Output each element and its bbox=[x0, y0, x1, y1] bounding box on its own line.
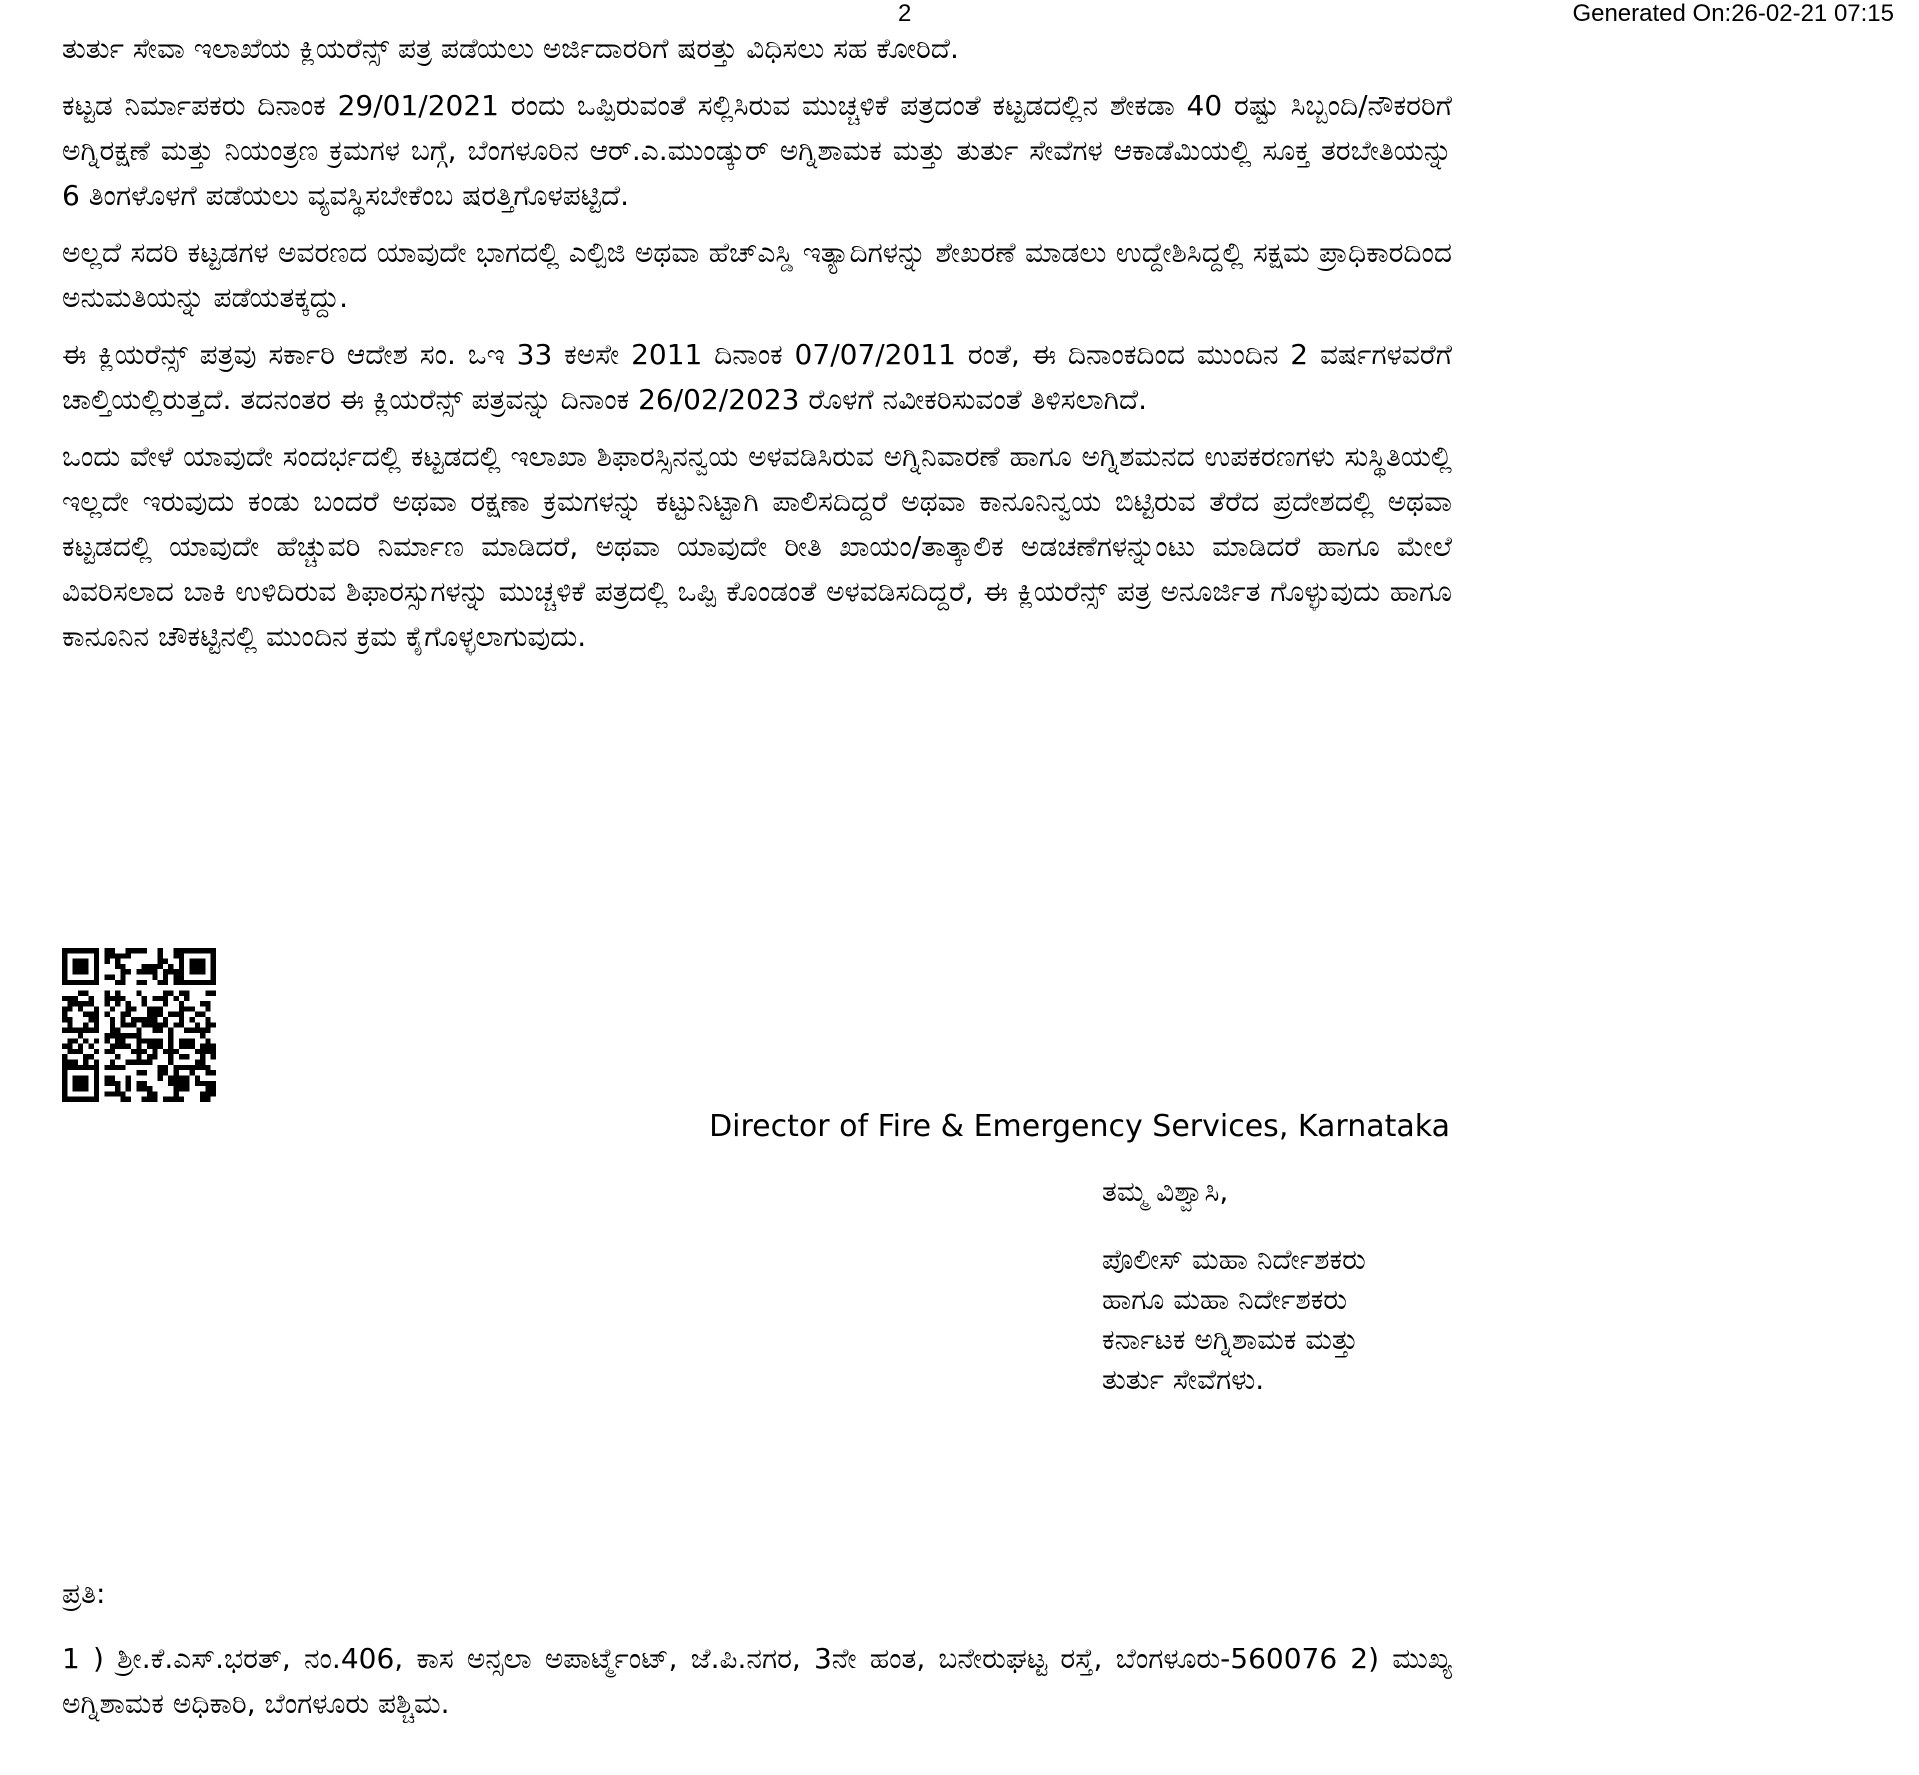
signatory-line-4: ತುರ್ತು ಸೇವೆಗಳು. bbox=[1102, 1363, 1265, 1396]
copy-label: ಪ್ರತಿ: bbox=[62, 1577, 106, 1610]
signatory-line-1: ಪೊಲೀಸ್ ಮಹಾ ನಿರ್ದೇಶಕರು bbox=[1102, 1243, 1366, 1276]
paragraph-3: ಅಲ್ಲದೆ ಸದರಿ ಕಟ್ಟಡಗಳ ಅವರಣದ ಯಾವುದೇ ಭಾಗದಲ್ಲಿ ಎಲ್ಪಿಜಿ ಅಥವಾ ಹೆಚ್ಎಸ್ಡಿ ಇತ್ಯಾದಿಗಳನ್ನು ಶೇಖರಣೆ ಮಾಡಲು ಉದ್ದೇಶಿಸಿದ್ದಲ್ಲಿ ಸಕ್ಷಮ ಪ್ರಾಧಿಕಾರದಿಂದ ಅನುಮತಿಯನ್ನು ಪಡೆಯತಕ್ಕದ್ದು. bbox=[62, 236, 1452, 314]
paragraph-2: ಕಟ್ಟಡ ನಿರ್ಮಾಪಕರು ದಿನಾಂಕ 29/01/2021 ರಂದು ಒಪ್ಪಿರುವಂತೆ ಸಲ್ಲಿಸಿರುವ ಮುಚ್ಚಳಿಕೆ ಪತ್ರದಂತೆ ಕಟ್ಟಡದಲ್ಲಿನ ಶೇಕಡಾ 40 ರಷ್ಟು ಸಿಬ್ಬಂದಿ/ನೌಕರರಿಗೆ ಅಗ್ನಿರಕ್ಷಣೆ ಮತ್ತು ನಿಯಂತ್ರಣ ಕ್ರಮಗಳ ಬಗ್ಗೆ, ಬೆಂಗಳೂರಿನ ಆರ್.ಎ.ಮುಂಡ್ಕುರ್ ಅಗ್ನಿಶಾಮಕ ಮತ್ತು ತುರ್ತು ಸೇವೆಗಳ ಆಕಾಡೆಮಿಯಲ್ಲಿ ಸೂಕ್ತ ತರಬೇತಿಯನ್ನು 6 ತಿಂಗಳೊಳಗೆ ಪಡೆಯಲು ವ್ಯವಸ್ಥಿಸಬೇಕೆಂಬ ಷರತ್ತಿಗೊಳಪಟ್ಟಿದೆ. bbox=[62, 89, 1452, 212]
copy-recipients: 1 ) ಶ್ರೀ.ಕೆ.ಎಸ್.ಭರತ್, ನಂ.406, ಕಾಸ ಅನ್ಸಲಾ ಅಪಾರ್ಟ್ಮೆಂಟ್, ಜೆ.ಪಿ.ನಗರ, 3ನೇ ಹಂತ, ಬನೇರುಘಟ್ಟ ರಸ್ತೆ, ಬೆಂಗಳೂರು-560076 2) ಮುಖ್ಯ ಅಗ್ನಿಶಾಮಕ ಅಧಿಕಾರಿ, ಬೆಂಗಳೂರು ಪಶ್ಚಿಮ. bbox=[62, 1642, 1452, 1720]
signatory-line-2: ಹಾಗೂ ಮಹಾ ನಿರ್ದೇಶಕರು bbox=[1102, 1283, 1348, 1316]
qr-code-icon bbox=[62, 948, 216, 1102]
letter-body bbox=[62, 26, 1452, 671]
paragraph-1: ತುರ್ತು ಸೇವಾ ಇಲಾಖೆಯ ಕ್ಲಿಯರೆನ್ಸ್ ಪತ್ರ ಪಡೆಯಲು ಅರ್ಜಿದಾರರಿಗೆ ಷರತ್ತು ವಿಧಿಸಲು ಸಹ ಕೋರಿದೆ. bbox=[62, 32, 959, 65]
director-title: Director of Fire & Emergency Services, Karnataka bbox=[709, 1109, 1450, 1144]
page-number: 2 bbox=[898, 0, 912, 27]
signatory-line-3: ಕರ್ನಾಟಕ ಅಗ್ನಿಶಾಮಕ ಮತ್ತು bbox=[1102, 1323, 1358, 1356]
paragraph-4: ಈ ಕ್ಲಿಯರೆನ್ಸ್ ಪತ್ರವು ಸರ್ಕಾರಿ ಆದೇಶ ಸಂ. ಒಇ 33 ಕಅಸೇ 2011 ದಿನಾಂಕ 07/07/2011 ರಂತೆ, ಈ ದಿನಾಂಕದಿಂದ ಮುಂದಿನ 2 ವರ್ಷಗಳವರೆಗೆ ಚಾಲ್ತಿಯಲ್ಲಿರುತ್ತದೆ. ತದನಂತರ ಈ ಕ್ಲಿಯರೆನ್ಸ್ ಪತ್ರವನ್ನು ದಿನಾಂಕ 26/02/2023 ರೊಳಗೆ ನವೀಕರಿಸುವಂತೆ ತಿಳಿಸಲಾಗಿದೆ. bbox=[62, 338, 1452, 416]
generated-timestamp: Generated On:26-02-21 07:15 bbox=[1572, 0, 1894, 27]
paragraph-5: ಒಂದು ವೇಳೆ ಯಾವುದೇ ಸಂದರ್ಭದಲ್ಲಿ ಕಟ್ಟಡದಲ್ಲಿ ಇಲಾಖಾ ಶಿಫಾರಸ್ಸಿನನ್ವಯ ಅಳವಡಿಸಿರುವ ಅಗ್ನಿನಿವಾರಣೆ ಹಾಗೂ ಅಗ್ನಿಶಮನದ ಉಪಕರಣಗಳು ಸುಸ್ಥಿತಿಯಲ್ಲಿ ಇಲ್ಲದೇ ಇರುವುದು ಕಂಡು ಬಂದರೆ ಅಥವಾ ರಕ್ಷಣಾ ಕ್ರಮಗಳನ್ನು ಕಟ್ಟುನಿಟ್ಟಾಗಿ ಪಾಲಿಸದಿದ್ದರೆ ಅಥವಾ ಕಾನೂನಿನ್ವಯ ಬಿಟ್ಟಿರುವ ತೆರೆದ ಪ್ರದೇಶದಲ್ಲಿ ಅಥವಾ ಕಟ್ಟಡದಲ್ಲಿ ಯಾವುದೇ ಹೆಚ್ಚುವರಿ ನಿರ್ಮಾಣ ಮಾಡಿದರೆ, ಅಥವಾ ಯಾವುದೇ ರೀತಿ ಖಾಯಂ/ತಾತ್ಕಾಲಿಕ ಅಡಚಣೆಗಳನ್ನುಂಟು ಮಾಡಿದರೆ ಹಾಗೂ ಮೇಲೆ ವಿವರಿಸಲಾದ ಬಾಕಿ ಉಳಿದಿರುವ ಶಿಫಾರಸ್ಸುಗಳನ್ನು ಮುಚ್ಚಳಿಕೆ ಪತ್ರದಲ್ಲಿ ಒಪ್ಪಿ ಕೊಂಡಂತೆ ಅಳವಡಿಸದಿದ್ದರೆ, ಈ ಕ್ಲಿಯರೆನ್ಸ್ ಪತ್ರ ಅನೂರ್ಜಿತ ಗೊಳ್ಳುವುದು ಹಾಗೂ ಕಾನೂನಿನ ಚೌಕಟ್ಟಿನಲ್ಲಿ ಮುಂದಿನ ಕ್ರಮ ಕೈಗೊಳ್ಳಲಾಗುವುದು. bbox=[62, 440, 1452, 653]
closing-text: ತಮ್ಮ ವಿಶ್ವಾಸಿ, bbox=[1102, 1175, 1229, 1208]
signature-block bbox=[1102, 1172, 1462, 1400]
